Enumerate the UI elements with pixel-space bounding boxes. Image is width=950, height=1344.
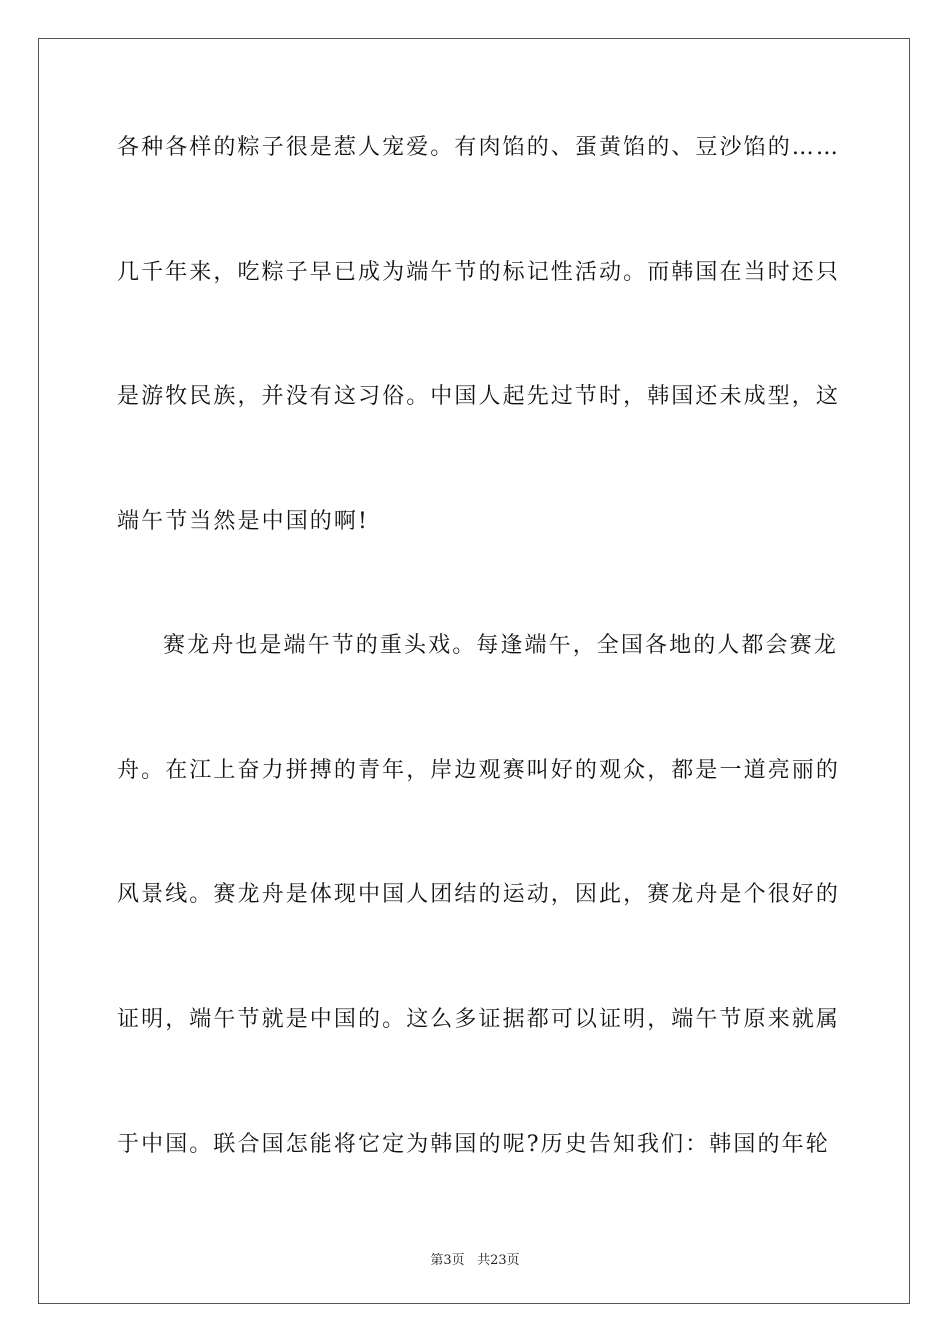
text-line-4: 端午节当然是中国的啊! xyxy=(117,509,369,534)
text-line-7: 风景线。赛龙舟是体现中国人团结的运动，因此，赛龙舟是个很好的 xyxy=(117,882,841,907)
text-line-3: 是游牧民族，并没有这习俗。中国人起先过节时，韩国还未成型，这 xyxy=(117,384,841,409)
total-pages: 共23页 xyxy=(477,1253,520,1268)
text-line-1: 各种各样的粽子很是惹人宠爱。有肉馅的、蛋黄馅的、豆沙馅的…… xyxy=(117,135,841,160)
text-line-6: 舟。在江上奋力拼搏的青年，岸边观赛叫好的观众，都是一道亮丽的 xyxy=(117,758,841,783)
page-footer xyxy=(0,1249,950,1268)
text-line-9: 于中国。联合国怎能将它定为韩国的呢?历史告知我们：韩国的年轮 xyxy=(117,1132,830,1157)
page-border xyxy=(38,38,910,1304)
text-line-5: 赛龙舟也是端午节的重头戏。每逢端午，全国各地的人都会赛龙 xyxy=(163,633,838,658)
text-line-2: 几千年来，吃粽子早已成为端午节的标记性活动。而韩国在当时还只 xyxy=(117,260,841,285)
page-number: 第3页 xyxy=(430,1253,465,1268)
text-line-8: 证明，端午节就是中国的。这么多证据都可以证明，端午节原来就属 xyxy=(117,1007,841,1032)
